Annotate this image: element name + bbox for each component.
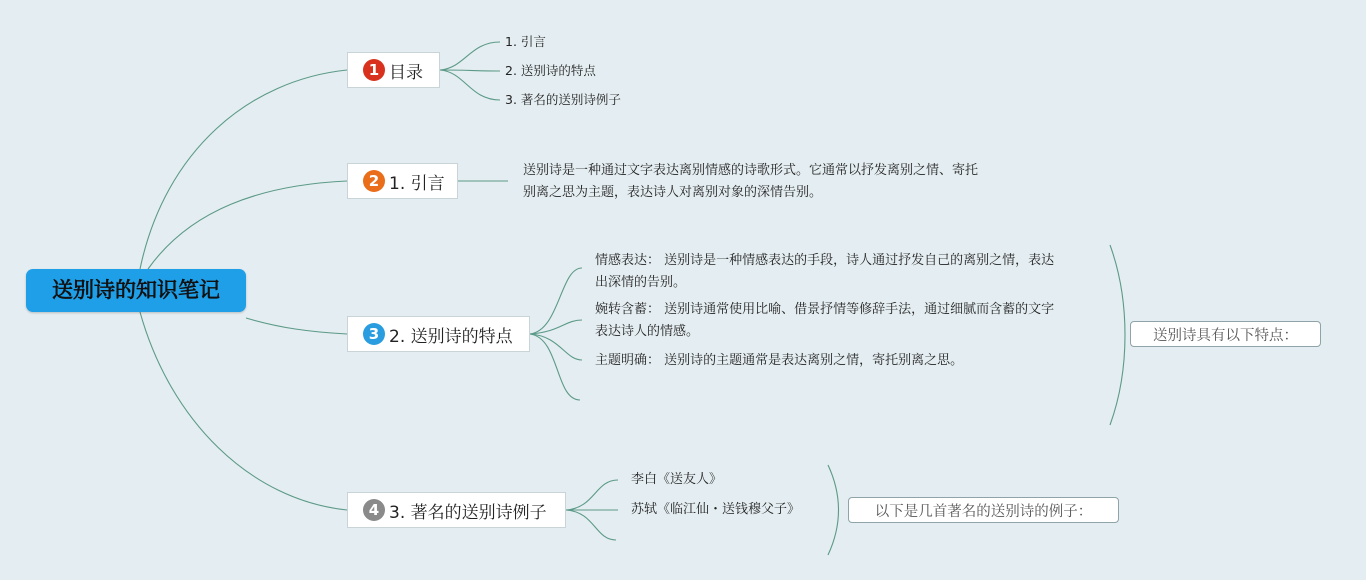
features-summary-brace: [1110, 245, 1125, 425]
connector-toc-1: [440, 42, 500, 70]
branch-label: 2. 送别诗的特点: [389, 326, 513, 347]
features-summary[interactable]: 送别诗具有以下特点：: [1130, 321, 1321, 347]
branch-label: 目录: [389, 62, 423, 83]
branch-toc[interactable]: [347, 52, 440, 88]
feature-line: 主题明确： 送别诗的主题通常是表达离别之情，寄托别离之思。: [595, 353, 964, 368]
example-item[interactable]: 李白《送友人》: [631, 472, 723, 487]
number-badge: 4: [363, 499, 385, 521]
feature-line: 表达诗人的情感。: [595, 324, 700, 339]
toc-item[interactable]: 2. 送别诗的特点: [505, 63, 596, 78]
intro-line: 别离之思为主题，表达诗人对离别对象的深情告别。: [523, 185, 823, 200]
connector-features-4: [530, 334, 580, 400]
branch-examples[interactable]: [347, 492, 566, 528]
connector-root-intro: [148, 181, 347, 269]
feature-line: 情感表达： 送别诗是一种情感表达的手段，诗人通过抒发自己的离别之情，表达: [595, 253, 1055, 268]
connector-features-3: [530, 334, 582, 360]
number-badge: 3: [363, 323, 385, 345]
examples-summary[interactable]: 以下是几首著名的送别诗的例子：: [848, 497, 1119, 523]
connector-examples-1: [566, 480, 618, 510]
connector-root-toc: [140, 70, 347, 269]
feature-item[interactable]: [595, 299, 1054, 343]
feature-item[interactable]: [595, 250, 1054, 294]
branch-features[interactable]: [347, 316, 530, 352]
connector-examples-3: [566, 510, 616, 540]
toc-item[interactable]: 1. 引言: [505, 34, 546, 49]
connector-root-examples: [140, 312, 347, 510]
root-topic[interactable]: 送别诗的知识笔记: [26, 269, 246, 312]
branch-label: 3. 著名的送别诗例子: [389, 502, 547, 523]
number-badge: 1: [363, 59, 385, 81]
feature-line: 出深情的告别。: [595, 275, 687, 290]
examples-summary-brace: [828, 465, 839, 555]
connector-toc-2: [440, 70, 500, 71]
toc-item[interactable]: 3. 著名的送别诗例子: [505, 92, 621, 107]
feature-line: 婉转含蓄： 送别诗通常使用比喻、借景抒情等修辞手法，通过细腻而含蓄的文字: [595, 302, 1055, 317]
branch-label: 1. 引言: [389, 173, 445, 194]
feature-item[interactable]: [595, 350, 963, 372]
connector-toc-3: [440, 70, 500, 100]
connector-root-features: [246, 318, 347, 334]
intro-text[interactable]: [523, 160, 978, 204]
example-item[interactable]: 苏轼《临江仙・送钱穆父子》: [631, 502, 801, 517]
number-badge: 2: [363, 170, 385, 192]
intro-line: 送别诗是一种通过文字表达离别情感的诗歌形式。它通常以抒发离别之情、寄托: [523, 163, 979, 178]
connector-features-1: [530, 268, 582, 334]
branch-intro[interactable]: [347, 163, 458, 199]
